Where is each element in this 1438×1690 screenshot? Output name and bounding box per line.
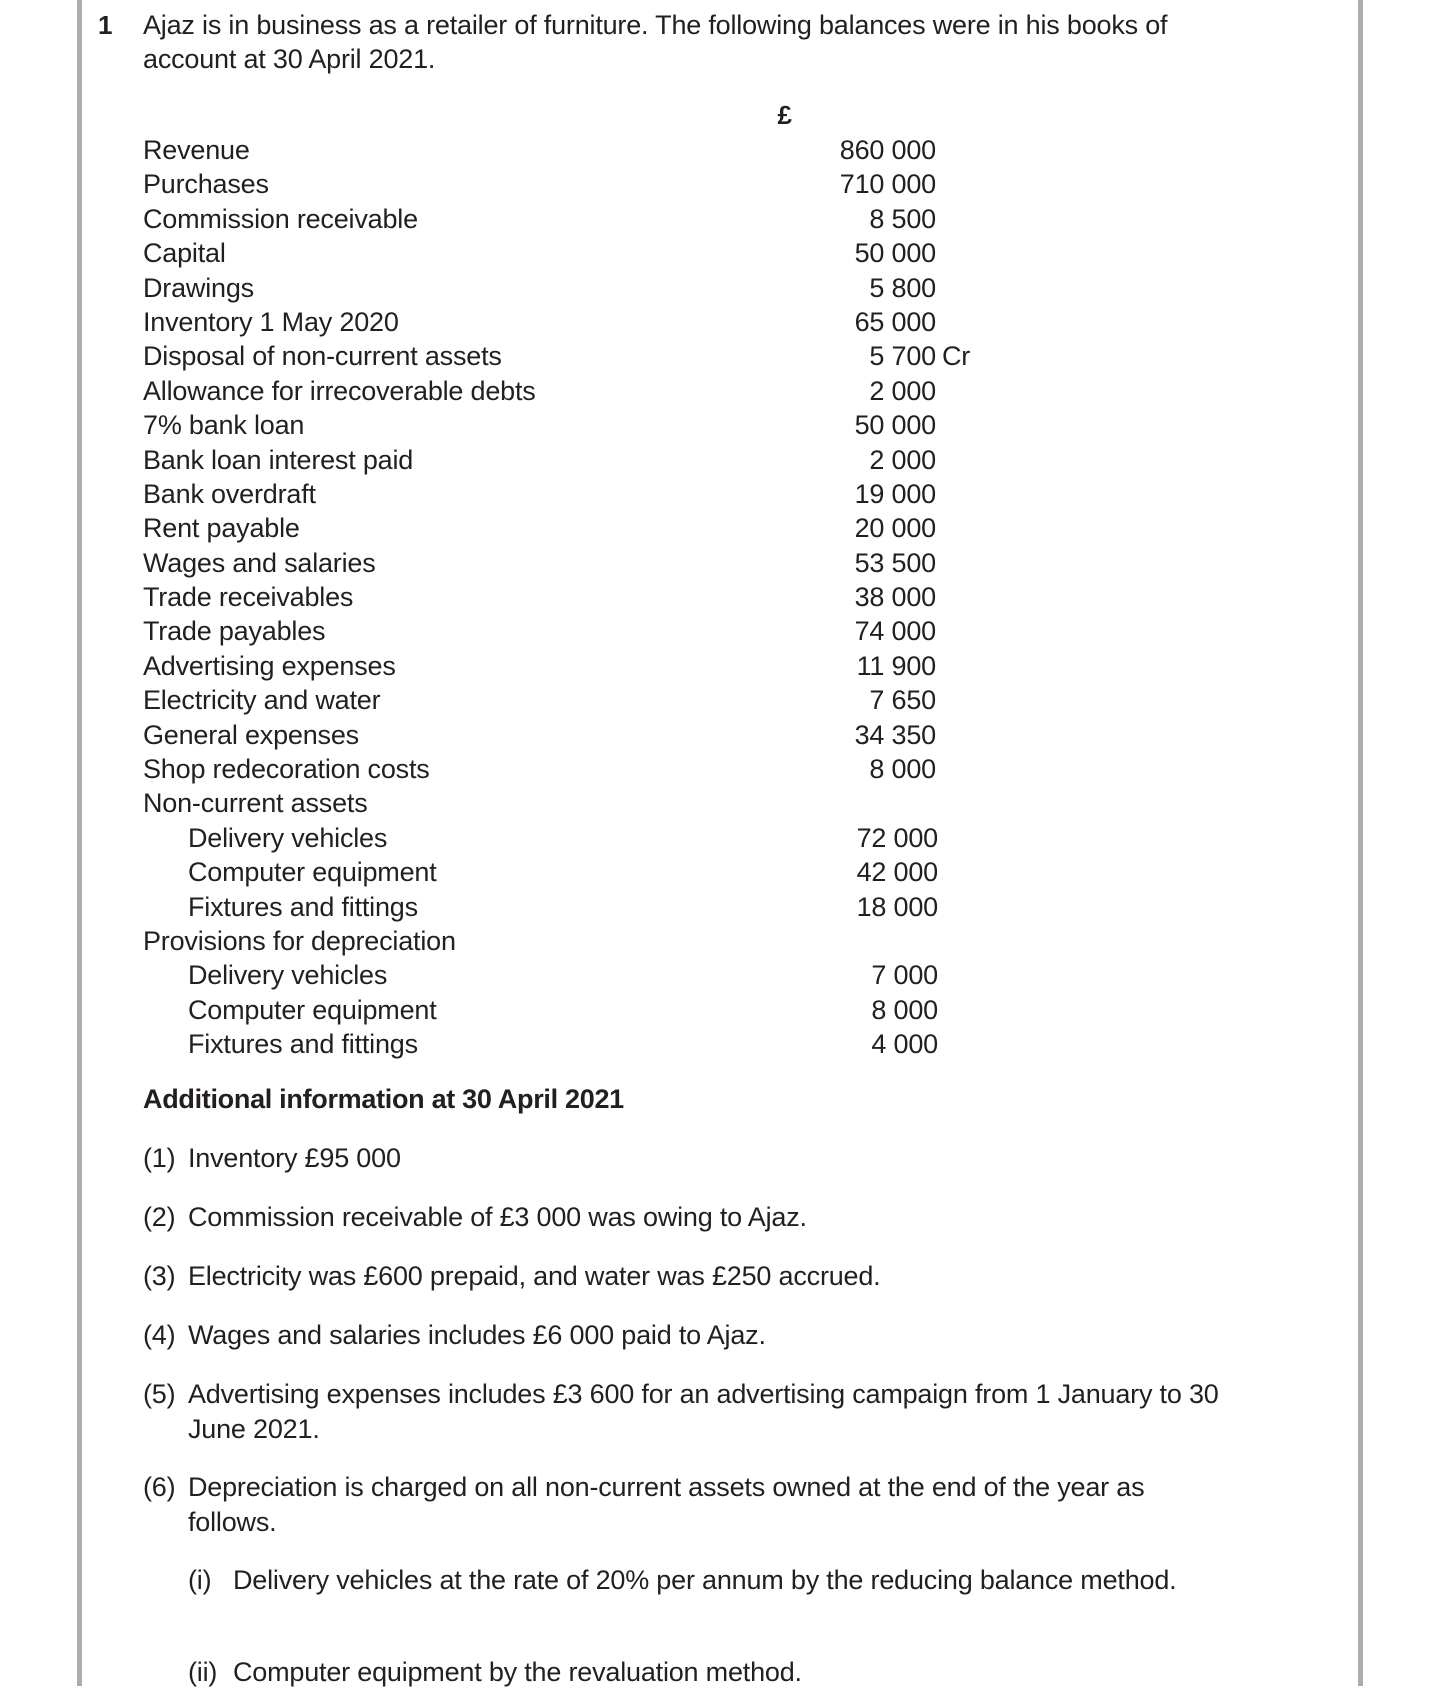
note-text: Depreciation is charged on all non-current assets owned at the end of the year as follows. [188, 1472, 1145, 1537]
currency-header: £ [777, 100, 792, 130]
balance-row [143, 683, 936, 717]
balance-row [143, 133, 936, 167]
balance-label: Delivery vehicles [188, 822, 388, 853]
note-item [143, 1141, 1223, 1176]
sub-note-number: (i) [188, 1565, 212, 1595]
balance-amount: 5 700 [869, 341, 936, 372]
note-item [143, 1318, 1223, 1353]
balance-label: Computer equipment [188, 857, 437, 888]
non-current-assets-heading-row [143, 786, 843, 820]
note-number: (3) [143, 1261, 176, 1291]
section-heading: Non-current assets [143, 788, 368, 819]
sub-note-number: (ii) [188, 1657, 218, 1687]
balance-label: 7% bank loan [143, 410, 305, 441]
balance-label: Electricity and water [143, 685, 381, 716]
balance-row [143, 271, 936, 305]
section-heading: Provisions for depreciation [143, 925, 456, 956]
balance-amount: 860 000 [839, 135, 936, 165]
balance-row [143, 649, 936, 683]
balance-row [143, 236, 936, 270]
sub-note-item [188, 1655, 1228, 1690]
balance-row [143, 855, 938, 889]
balance-label: Rent payable [143, 513, 300, 544]
provisions-heading-row [143, 924, 843, 958]
balance-amount: 19 000 [854, 478, 936, 509]
balance-row [143, 1027, 938, 1061]
balance-label: Computer equipment [188, 994, 437, 1025]
balance-label: Advertising expenses [143, 650, 396, 681]
balance-label: General expenses [143, 719, 359, 750]
balance-row [143, 718, 936, 752]
balance-label: Trade receivables [143, 582, 354, 613]
balance-amount: 20 000 [854, 513, 936, 544]
balance-label: Trade payables [143, 616, 326, 647]
question-number: 1 [98, 10, 113, 40]
balance-amount: 50 000 [854, 238, 936, 269]
balance-label: Delivery vehicles [188, 960, 388, 991]
balance-amount: 11 900 [856, 650, 936, 681]
balance-amount: 65 000 [854, 306, 936, 337]
balance-row [143, 339, 971, 373]
balance-amount: 8 500 [869, 203, 936, 234]
balance-row [143, 614, 936, 648]
balance-row [143, 374, 936, 408]
balance-amount: 34 350 [854, 719, 936, 750]
note-text: Advertising expenses includes £3 600 for an advertising campaign from 1 January to 30 June 2021. [188, 1379, 1219, 1444]
page-right-border [1358, 0, 1363, 1686]
balance-label: Drawings [143, 272, 254, 303]
additional-info-title: Additional information at 30 April 2021 [143, 1084, 624, 1114]
balance-amount: 8 000 [869, 754, 936, 785]
balance-row [143, 993, 938, 1027]
balance-label: Wages and salaries [143, 547, 376, 578]
balance-label: Shop redecoration costs [143, 754, 430, 785]
balance-row [143, 580, 936, 614]
note-number: (6) [143, 1472, 176, 1502]
balance-label: Disposal of non-current assets [143, 341, 502, 372]
balance-amount: 2 000 [869, 375, 936, 406]
note-item [143, 1377, 1223, 1446]
balance-amount: 2 000 [869, 444, 936, 475]
balance-label: Bank loan interest paid [143, 444, 414, 475]
balance-amount: 50 000 [854, 410, 936, 441]
note-text: Commission receivable of £3 000 was owing to Ajaz. [188, 1202, 807, 1232]
balance-row [143, 167, 936, 201]
balance-row [143, 821, 938, 855]
balance-amount: 72 000 [856, 822, 938, 853]
balance-row [143, 752, 936, 786]
balance-amount: 7 000 [871, 960, 938, 991]
balance-amount: 7 650 [869, 685, 936, 716]
balance-row [143, 511, 936, 545]
credit-suffix: Cr [942, 341, 971, 372]
balance-row [143, 890, 938, 924]
page-left-border [77, 0, 82, 1686]
note-item [143, 1470, 1223, 1539]
balance-amount: 710 000 [839, 169, 936, 200]
balance-amount: 42 000 [856, 857, 938, 888]
note-number: (1) [143, 1143, 176, 1173]
balance-row [143, 305, 936, 339]
balance-row [143, 477, 936, 511]
balance-label: Purchases [143, 169, 269, 200]
balance-row [143, 202, 936, 236]
balance-amount: 38 000 [854, 582, 936, 613]
balance-label: Fixtures and fittings [188, 1029, 418, 1060]
note-number: (2) [143, 1202, 176, 1232]
balance-amount: 18 000 [856, 891, 938, 922]
balance-amount: 53 500 [854, 547, 936, 578]
balance-row [143, 958, 938, 992]
balance-label: Capital [143, 238, 226, 269]
balance-amount: 8 000 [871, 994, 938, 1025]
note-number: (5) [143, 1379, 176, 1409]
note-text: Inventory £95 000 [188, 1143, 401, 1173]
balance-label: Commission receivable [143, 203, 418, 234]
note-number: (4) [143, 1320, 176, 1350]
balance-label: Bank overdraft [143, 478, 316, 509]
balance-row [143, 546, 936, 580]
balance-row [143, 443, 936, 477]
sub-note-text: Delivery vehicles at the rate of 20% per annum by the reducing balance method. [233, 1565, 1177, 1595]
balance-amount: 5 800 [869, 272, 936, 303]
balance-label: Allowance for irrecoverable debts [143, 375, 536, 406]
sub-note-item [188, 1563, 1228, 1598]
note-text: Electricity was £600 prepaid, and water was £250 accrued. [188, 1261, 881, 1291]
balance-label: Inventory 1 May 2020 [143, 306, 399, 337]
balance-label: Fixtures and fittings [188, 891, 418, 922]
balance-label: Revenue [143, 135, 250, 165]
balance-amount: 4 000 [871, 1029, 938, 1060]
note-text: Wages and salaries includes £6 000 paid to Ajaz. [188, 1320, 766, 1350]
note-item [143, 1259, 1223, 1294]
question-intro: Ajaz is in business as a retailer of furniture. The following balances were in his books of account at 30 April 2021. [143, 10, 1168, 74]
note-item [143, 1200, 1223, 1235]
balance-row [143, 408, 936, 442]
balance-amount: 74 000 [854, 616, 936, 647]
sub-note-text: Computer equipment by the revaluation method. [233, 1657, 802, 1687]
balances-table [143, 133, 971, 1062]
